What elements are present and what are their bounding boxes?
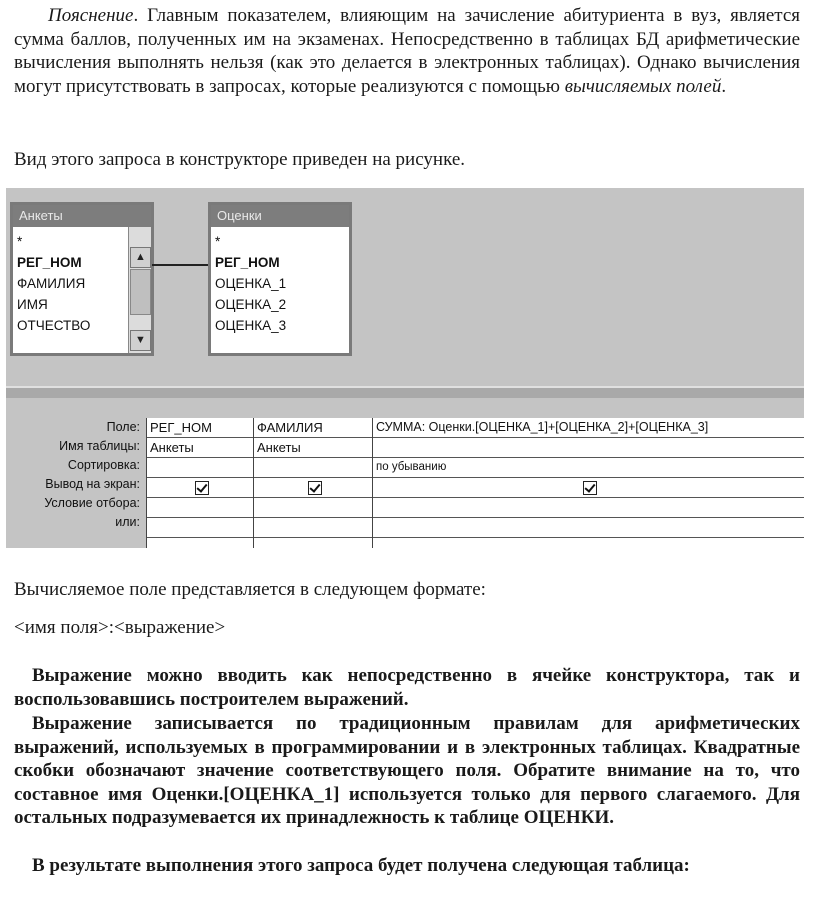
row-label-sort: Сортировка: <box>67 458 140 472</box>
intro-paragraph <box>14 4 800 98</box>
paragraph-2: Выражение записывается по традиционным правилам для арифметических выражений, используемых в программировании и в электронных таблицах. Квадратные скобки обозначают значение соответствующего поля. Обратите внимание на то, что составное имя Оценки.[ОЦЕНКА_1] используется только для первого слагаемого. Для остальных подразумевается их принадлежность к таблице ОЦЕНКИ. <box>14 713 800 829</box>
paragraph-3: В результате выполнения этого запроса будет получена следующая таблица: <box>32 855 690 876</box>
cell-table[interactable] <box>373 438 804 458</box>
table-title[interactable]: Оценки <box>211 205 349 227</box>
table-window-ankety[interactable] <box>10 202 154 356</box>
cell-criteria[interactable] <box>147 498 253 518</box>
field-item[interactable]: * <box>17 234 23 249</box>
cell-or[interactable] <box>147 518 253 538</box>
intro-lead: Пояснение <box>48 5 134 26</box>
intro-text: . Главным показателем, влияющим на зачисление абитуриента в вуз, является сумма баллов, полученных им на экзаменах. Непосредственно в таблицах БД арифметические вычисления выполнять нельзя (как это делается в электронных таблицах). Однако вычисления могут присутствовать в запросах, которые реализуются с помощью <box>14 5 800 97</box>
field-item[interactable]: * <box>215 234 221 249</box>
row-label-criteria: Условие отбора: <box>44 496 140 510</box>
show-checkbox[interactable] <box>308 481 322 495</box>
cell-criteria[interactable] <box>254 498 372 518</box>
field-item[interactable]: ОЦЕНКА_2 <box>215 297 287 312</box>
grid-column <box>146 418 253 548</box>
show-checkbox[interactable] <box>195 481 209 495</box>
row-label-or: или: <box>115 515 140 529</box>
table-title[interactable]: Анкеты <box>13 205 151 227</box>
cell-sort[interactable] <box>147 458 253 478</box>
field-list <box>211 227 349 353</box>
field-item[interactable]: ОЦЕНКА_1 <box>215 276 287 291</box>
cell-sort[interactable]: по убыванию <box>373 458 804 478</box>
field-item[interactable]: ФАМИЛИЯ <box>17 276 86 291</box>
scroll-up-icon[interactable]: ▲ <box>130 247 151 268</box>
intro-end: . <box>721 75 727 97</box>
grid-column <box>253 418 372 548</box>
figure-caption: Вид этого запроса в конструкторе приведен на рисунке. <box>14 149 466 170</box>
grid-column <box>372 418 804 548</box>
tables-pane <box>6 188 804 386</box>
query-grid-pane <box>6 398 804 548</box>
cell-or[interactable] <box>254 518 372 538</box>
vertical-scrollbar[interactable] <box>128 227 151 353</box>
cell-field[interactable]: ФАМИЛИЯ <box>254 418 372 438</box>
query-designer-screenshot <box>6 188 804 548</box>
field-item[interactable]: ОТЧЕСТВО <box>17 318 91 333</box>
scroll-down-icon[interactable]: ▼ <box>130 330 151 351</box>
row-label-show: Вывод на экран: <box>45 477 140 491</box>
intro-term: вычисляемых полей <box>564 75 722 97</box>
cell-show[interactable] <box>373 478 804 498</box>
field-item-key[interactable]: РЕГ_НОМ <box>215 255 280 270</box>
row-label-table: Имя таблицы: <box>59 439 140 453</box>
cell-field[interactable]: РЕГ_НОМ <box>147 418 253 438</box>
cell-criteria[interactable] <box>373 498 804 518</box>
cell-table[interactable]: Анкеты <box>254 438 372 458</box>
paragraph-1: Выражение можно вводить как непосредственно в ячейке конструктора, так и воспользовавшись построителем выражений. <box>14 665 800 710</box>
field-item[interactable]: ИМЯ <box>17 297 48 312</box>
row-label-field: Поле: <box>106 420 140 434</box>
cell-show[interactable] <box>254 478 372 498</box>
cell-sort[interactable] <box>254 458 372 478</box>
field-item[interactable]: ОЦЕНКА_3 <box>215 318 287 333</box>
cell-field[interactable]: СУММА: Оценки.[ОЦЕНКА_1]+[ОЦЕНКА_2]+[ОЦЕНКА_3] <box>373 418 804 438</box>
cell-show[interactable] <box>147 478 253 498</box>
row-labels <box>6 418 144 532</box>
format-line: <имя поля>:<выражение> <box>14 617 226 638</box>
table-window-ocenki[interactable] <box>208 202 352 356</box>
scroll-thumb[interactable] <box>130 269 151 315</box>
format-intro: Вычисляемое поле представляется в следующем формате: <box>14 579 486 600</box>
field-item-key[interactable]: РЕГ_НОМ <box>17 255 82 270</box>
show-checkbox[interactable] <box>583 481 597 495</box>
query-grid <box>146 418 804 548</box>
relationship-line <box>152 264 214 266</box>
cell-table[interactable]: Анкеты <box>147 438 253 458</box>
cell-or[interactable] <box>373 518 804 538</box>
